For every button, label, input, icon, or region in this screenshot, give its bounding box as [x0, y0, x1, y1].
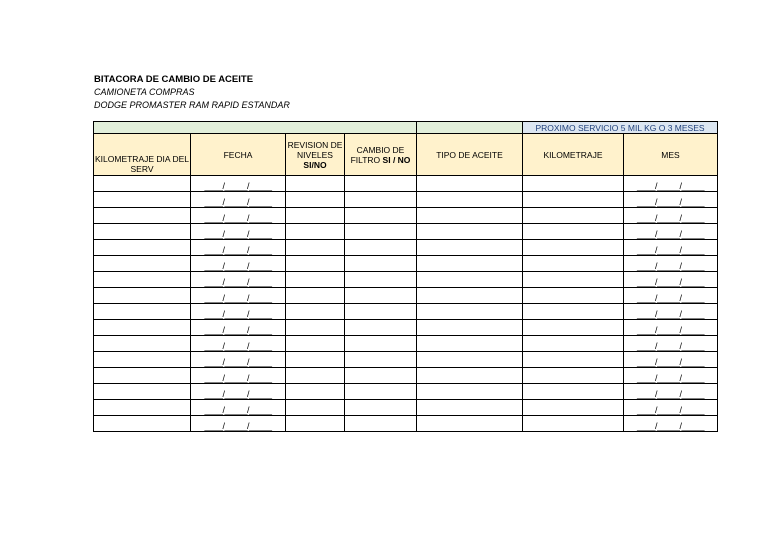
date-placeholder: ____/_____/_____: [204, 261, 272, 271]
cell-kilometraje-dia[interactable]: [94, 416, 191, 432]
cell-kilometraje-dia[interactable]: [94, 272, 191, 288]
cell-kilometraje-dia[interactable]: [94, 256, 191, 272]
cell-kilometraje[interactable]: [523, 384, 624, 400]
cell-tipo-aceite[interactable]: [417, 288, 523, 304]
header-cambio-text: CAMBIO DE FILTRO: [350, 144, 405, 165]
document-heading: [94, 73, 290, 111]
cell-fecha[interactable]: [191, 384, 286, 400]
cell-cambio-filtro[interactable]: [345, 416, 417, 432]
date-placeholder: ____/_____/_____: [204, 325, 272, 335]
cell-mes[interactable]: [624, 192, 718, 208]
table-band-row: [94, 122, 718, 134]
table-row: [94, 304, 718, 320]
cell-revision-niveles[interactable]: [286, 336, 345, 352]
date-placeholder: ____/_____/_____: [204, 181, 272, 191]
date-placeholder: ____/_____/_____: [636, 277, 705, 287]
table-row: [94, 320, 718, 336]
cell-revision-niveles[interactable]: [286, 272, 345, 288]
cell-mes[interactable]: [624, 384, 718, 400]
cell-revision-niveles[interactable]: [286, 384, 345, 400]
cell-cambio-filtro[interactable]: [345, 288, 417, 304]
cell-kilometraje[interactable]: [523, 288, 624, 304]
date-placeholder: ____/_____/_____: [636, 405, 705, 415]
header-mes: MES: [624, 134, 718, 176]
cell-revision-niveles[interactable]: [286, 224, 345, 240]
cell-kilometraje-dia[interactable]: [94, 288, 191, 304]
cell-cambio-filtro[interactable]: [345, 336, 417, 352]
cell-kilometraje[interactable]: [523, 336, 624, 352]
cell-tipo-aceite[interactable]: [417, 224, 523, 240]
document-title: BITACORA DE CAMBIO DE ACEITE: [94, 74, 254, 85]
cell-fecha[interactable]: [191, 288, 286, 304]
table-row: [94, 256, 718, 272]
cell-fecha[interactable]: [191, 336, 286, 352]
cell-cambio-filtro[interactable]: [345, 240, 417, 256]
oil-change-log-table: [93, 121, 718, 432]
cell-fecha[interactable]: [191, 416, 286, 432]
cell-fecha[interactable]: [191, 240, 286, 256]
cell-fecha[interactable]: [191, 368, 286, 384]
cell-kilometraje-dia[interactable]: [94, 192, 191, 208]
cell-kilometraje-dia[interactable]: [94, 224, 191, 240]
header-cambio-si-no: SI / NO: [382, 154, 411, 165]
cell-mes[interactable]: [624, 208, 718, 224]
header-revision-niveles: [286, 134, 345, 176]
cell-fecha[interactable]: [191, 192, 286, 208]
date-placeholder: ____/_____/_____: [636, 293, 705, 303]
date-placeholder: ____/_____/_____: [204, 197, 272, 207]
cell-kilometraje[interactable]: [523, 272, 624, 288]
cell-fecha[interactable]: [191, 224, 286, 240]
cell-cambio-filtro[interactable]: [345, 192, 417, 208]
date-placeholder: ____/_____/_____: [204, 373, 272, 383]
table-row: [94, 400, 718, 416]
date-placeholder: ____/_____/_____: [636, 421, 705, 431]
table-row: [94, 352, 718, 368]
cell-kilometraje[interactable]: [523, 416, 624, 432]
cell-tipo-aceite[interactable]: [417, 256, 523, 272]
cell-cambio-filtro[interactable]: [345, 224, 417, 240]
cell-kilometraje-dia[interactable]: [94, 176, 191, 192]
date-placeholder: ____/_____/_____: [636, 261, 705, 271]
table-row: [94, 272, 718, 288]
cell-fecha[interactable]: [191, 272, 286, 288]
cell-cambio-filtro[interactable]: [345, 352, 417, 368]
date-placeholder: ____/_____/_____: [204, 421, 272, 431]
cell-tipo-aceite[interactable]: [417, 368, 523, 384]
cell-mes[interactable]: [624, 320, 718, 336]
cell-mes[interactable]: [624, 416, 718, 432]
cell-mes[interactable]: [624, 176, 718, 192]
table-row: [94, 368, 718, 384]
cell-cambio-filtro[interactable]: [345, 208, 417, 224]
cell-cambio-filtro[interactable]: [345, 400, 417, 416]
cell-mes[interactable]: [624, 368, 718, 384]
cell-tipo-aceite[interactable]: [417, 304, 523, 320]
date-placeholder: ____/_____/_____: [636, 309, 705, 319]
cell-kilometraje-dia[interactable]: [94, 320, 191, 336]
cell-mes[interactable]: [624, 240, 718, 256]
date-placeholder: ____/_____/_____: [204, 389, 272, 399]
date-placeholder: ____/_____/_____: [636, 389, 705, 399]
cell-tipo-aceite[interactable]: [417, 384, 523, 400]
date-placeholder: ____/_____/_____: [636, 245, 705, 255]
date-placeholder: ____/_____/_____: [204, 341, 272, 351]
date-placeholder: ____/_____/_____: [636, 325, 705, 335]
cell-mes[interactable]: [624, 224, 718, 240]
date-placeholder: ____/_____/_____: [204, 293, 272, 303]
header-kilometraje-dia: KILOMETRAJE DIA DEL SERV: [94, 134, 191, 176]
table-row: [94, 176, 718, 192]
header-tipo-aceite: TIPO DE ACEITE: [417, 134, 523, 176]
cell-fecha[interactable]: [191, 352, 286, 368]
cell-fecha[interactable]: [191, 304, 286, 320]
cell-revision-niveles[interactable]: [286, 176, 345, 192]
cell-kilometraje[interactable]: [523, 304, 624, 320]
table-row: [94, 208, 718, 224]
next-service-label: PROXIMO SERVICIO 5 MIL KG O 3 MESES: [523, 122, 718, 134]
cell-mes[interactable]: [624, 336, 718, 352]
date-placeholder: ____/_____/_____: [204, 229, 272, 239]
date-placeholder: ____/_____/_____: [636, 197, 705, 207]
cell-kilometraje-dia[interactable]: [94, 240, 191, 256]
table-row: [94, 336, 718, 352]
date-placeholder: ____/_____/_____: [204, 405, 272, 415]
cell-cambio-filtro[interactable]: [345, 320, 417, 336]
cell-fecha[interactable]: [191, 320, 286, 336]
date-placeholder: ____/_____/_____: [636, 213, 705, 223]
cell-tipo-aceite[interactable]: [417, 272, 523, 288]
cell-cambio-filtro[interactable]: [345, 304, 417, 320]
date-placeholder: ____/_____/_____: [636, 181, 705, 191]
cell-revision-niveles[interactable]: [286, 288, 345, 304]
cell-tipo-aceite[interactable]: [417, 176, 523, 192]
cell-cambio-filtro[interactable]: [345, 272, 417, 288]
cell-tipo-aceite[interactable]: [417, 208, 523, 224]
cell-fecha[interactable]: [191, 256, 286, 272]
date-placeholder: ____/_____/_____: [636, 373, 705, 383]
cell-revision-niveles[interactable]: [286, 320, 345, 336]
cell-kilometraje-dia[interactable]: [94, 208, 191, 224]
date-placeholder: ____/_____/_____: [204, 213, 272, 223]
band-cell-left: [94, 122, 417, 134]
header-revision-si-no: SI/NO: [303, 159, 327, 170]
cell-kilometraje-dia[interactable]: [94, 304, 191, 320]
cell-fecha[interactable]: [191, 176, 286, 192]
cell-cambio-filtro[interactable]: [345, 384, 417, 400]
vehicle-model: DODGE PROMASTER RAM RAPID ESTANDAR: [94, 99, 290, 110]
date-placeholder: ____/_____/_____: [636, 341, 705, 351]
header-kilometraje: KILOMETRAJE: [523, 134, 624, 176]
header-fecha: FECHA: [191, 134, 286, 176]
cell-tipo-aceite[interactable]: [417, 400, 523, 416]
cell-kilometraje-dia[interactable]: [94, 368, 191, 384]
table-row: [94, 416, 718, 432]
cell-cambio-filtro[interactable]: [345, 256, 417, 272]
cell-revision-niveles[interactable]: [286, 256, 345, 272]
table-row: [94, 192, 718, 208]
cell-kilometraje[interactable]: [523, 368, 624, 384]
date-placeholder: ____/_____/_____: [636, 357, 705, 367]
band-cell-middle: [417, 122, 523, 134]
cell-revision-niveles[interactable]: [286, 368, 345, 384]
date-placeholder: ____/_____/_____: [204, 357, 272, 367]
cell-kilometraje[interactable]: [523, 400, 624, 416]
cell-mes[interactable]: [624, 400, 718, 416]
cell-tipo-aceite[interactable]: [417, 352, 523, 368]
date-placeholder: ____/_____/_____: [204, 309, 272, 319]
cell-tipo-aceite[interactable]: [417, 240, 523, 256]
cell-revision-niveles[interactable]: [286, 240, 345, 256]
table-header-row: [94, 134, 718, 176]
cell-revision-niveles[interactable]: [286, 400, 345, 416]
cell-kilometraje-dia[interactable]: [94, 400, 191, 416]
cell-mes[interactable]: [624, 304, 718, 320]
vehicle-department: CAMIONETA COMPRAS: [94, 87, 195, 97]
cell-revision-niveles[interactable]: [286, 208, 345, 224]
cell-tipo-aceite[interactable]: [417, 192, 523, 208]
cell-mes[interactable]: [624, 272, 718, 288]
cell-mes[interactable]: [624, 352, 718, 368]
cell-kilometraje[interactable]: [523, 256, 624, 272]
table-row: [94, 288, 718, 304]
cell-revision-niveles[interactable]: [286, 304, 345, 320]
cell-kilometraje[interactable]: [523, 320, 624, 336]
cell-tipo-aceite[interactable]: [417, 416, 523, 432]
cell-mes[interactable]: [624, 256, 718, 272]
table-row: [94, 240, 718, 256]
cell-kilometraje[interactable]: [523, 208, 624, 224]
cell-cambio-filtro[interactable]: [345, 368, 417, 384]
cell-kilometraje-dia[interactable]: [94, 352, 191, 368]
cell-kilometraje-dia[interactable]: [94, 336, 191, 352]
date-placeholder: ____/_____/_____: [636, 229, 705, 239]
cell-fecha[interactable]: [191, 400, 286, 416]
date-placeholder: ____/_____/_____: [204, 277, 272, 287]
cell-kilometraje[interactable]: [523, 176, 624, 192]
cell-kilometraje[interactable]: [523, 192, 624, 208]
cell-tipo-aceite[interactable]: [417, 320, 523, 336]
cell-revision-niveles[interactable]: [286, 192, 345, 208]
cell-kilometraje[interactable]: [523, 224, 624, 240]
table-row: [94, 384, 718, 400]
table-row: [94, 224, 718, 240]
cell-kilometraje[interactable]: [523, 240, 624, 256]
cell-kilometraje[interactable]: [523, 352, 624, 368]
cell-kilometraje-dia[interactable]: [94, 384, 191, 400]
cell-mes[interactable]: [624, 288, 718, 304]
date-placeholder: ____/_____/_____: [204, 245, 272, 255]
cell-cambio-filtro[interactable]: [345, 176, 417, 192]
cell-revision-niveles[interactable]: [286, 416, 345, 432]
cell-tipo-aceite[interactable]: [417, 336, 523, 352]
header-revision-text: REVISION DE NIVELES: [287, 139, 343, 160]
header-cambio-filtro: [345, 134, 417, 176]
cell-fecha[interactable]: [191, 208, 286, 224]
cell-revision-niveles[interactable]: [286, 352, 345, 368]
